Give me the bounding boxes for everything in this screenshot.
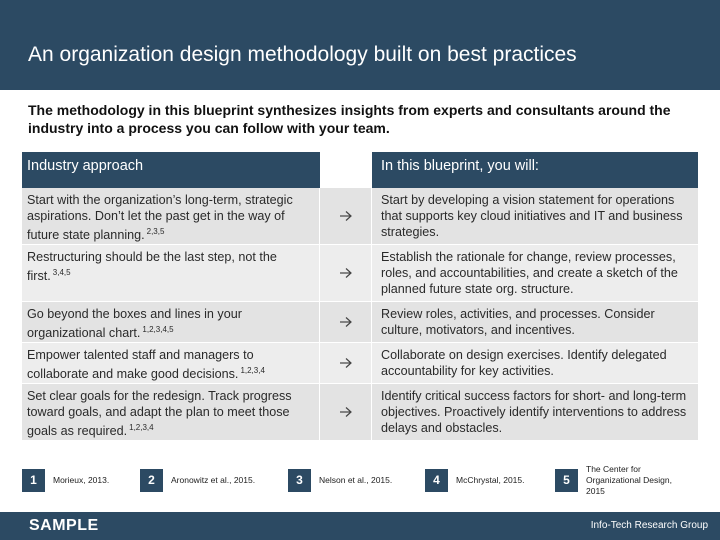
- blueprint-action-cell: Identify critical success factors for short- and long-term objectives. Proactively identify interventions to address delays and obstacles.: [372, 384, 698, 440]
- blueprint-action-cell: Start by developing a vision statement for operations that supports key cloud initiatives and IT and business strategies.: [372, 188, 698, 244]
- table-row: [22, 302, 698, 343]
- column-header-industry: Industry approach: [22, 152, 320, 188]
- page-title: An organization design methodology built on best practices: [28, 43, 577, 66]
- citation-sup: 3,4,5: [52, 268, 71, 277]
- sample-label: SAMPLE: [29, 517, 99, 534]
- arrow-cell: [320, 188, 372, 244]
- header-bar: [0, 0, 720, 90]
- citation-sup: 2,3,5: [146, 227, 165, 236]
- blueprint-action-cell: Collaborate on design exercises. Identify delegated accountability for key activities.: [372, 343, 698, 383]
- citation-sup: 1,2,3,4: [129, 423, 154, 432]
- industry-approach-cell: [22, 188, 320, 244]
- industry-approach-text: Empower talented staff and managers to collaborate and make good decisions.: [27, 348, 254, 381]
- industry-approach-text: Set clear goals for the redesign. Track progress toward goals, and adapt the plan to meet those goals as required.: [27, 389, 292, 438]
- intro-text: The methodology in this blueprint synthesizes insights from experts and consultants around the industry into a process you can follow with your team.: [28, 102, 671, 136]
- arrow-right-icon: [339, 210, 353, 222]
- citation-sup: 1,2,3,4,5: [142, 325, 174, 334]
- table-row: [22, 245, 698, 302]
- arrow-right-icon: [339, 316, 353, 328]
- arrow-cell: [320, 302, 372, 342]
- arrow-right-icon: [339, 406, 353, 418]
- industry-approach-text: Go beyond the boxes and lines in your organizational chart.: [27, 307, 242, 340]
- industry-approach-text: Start with the organization’s long-term, strategic aspirations. Don’t let the past get in the way of future state planning.: [27, 193, 293, 242]
- reference-item: [140, 462, 255, 498]
- reference-number-badge: 4: [425, 469, 448, 492]
- blueprint-action-cell: Review roles, activities, and processes. Consider culture, motivators, and incentives.: [372, 302, 698, 342]
- reference-number-badge: 2: [140, 469, 163, 492]
- methodology-table: [22, 152, 698, 441]
- table-row: [22, 188, 698, 245]
- blueprint-action-cell: Establish the rationale for change, review processes, roles, and accountabilities, and create a sketch of the planned future state org. structure.: [372, 245, 698, 301]
- table-header: [22, 152, 698, 188]
- reference-item: [288, 462, 392, 498]
- arrow-cell: [320, 245, 372, 301]
- industry-approach-cell: [22, 245, 320, 301]
- reference-number-badge: 5: [555, 469, 578, 492]
- reference-number-badge: 3: [288, 469, 311, 492]
- industry-approach-cell: [22, 384, 320, 440]
- references-bar: [22, 462, 712, 498]
- reference-number-badge: 1: [22, 469, 45, 492]
- arrow-cell: [320, 343, 372, 383]
- header-gap: [320, 152, 372, 188]
- industry-approach-cell: [22, 343, 320, 383]
- footer-bar: [0, 512, 720, 540]
- reference-item: [22, 462, 109, 498]
- industry-approach-cell: [22, 302, 320, 342]
- brand-label: Info-Tech Research Group: [590, 520, 708, 531]
- reference-text: McChrystal, 2015.: [456, 474, 525, 485]
- column-header-blueprint: In this blueprint, you will:: [372, 152, 698, 188]
- industry-approach-text: Restructuring should be the last step, not the first.: [27, 250, 277, 283]
- arrow-cell: [320, 384, 372, 440]
- reference-text: Morieux, 2013.: [53, 474, 110, 485]
- table-row: [22, 384, 698, 441]
- reference-item: [425, 462, 525, 498]
- reference-text: The Center for Organizational Design, 2015: [586, 463, 672, 496]
- arrow-right-icon: [339, 267, 353, 279]
- reference-text: Nelson et al., 2015.: [319, 474, 393, 485]
- citation-sup: 1,2,3,4: [240, 366, 265, 375]
- reference-item: [555, 462, 681, 498]
- arrow-right-icon: [339, 357, 353, 369]
- reference-text: Aronowitz et al., 2015.: [171, 474, 256, 485]
- table-row: [22, 343, 698, 384]
